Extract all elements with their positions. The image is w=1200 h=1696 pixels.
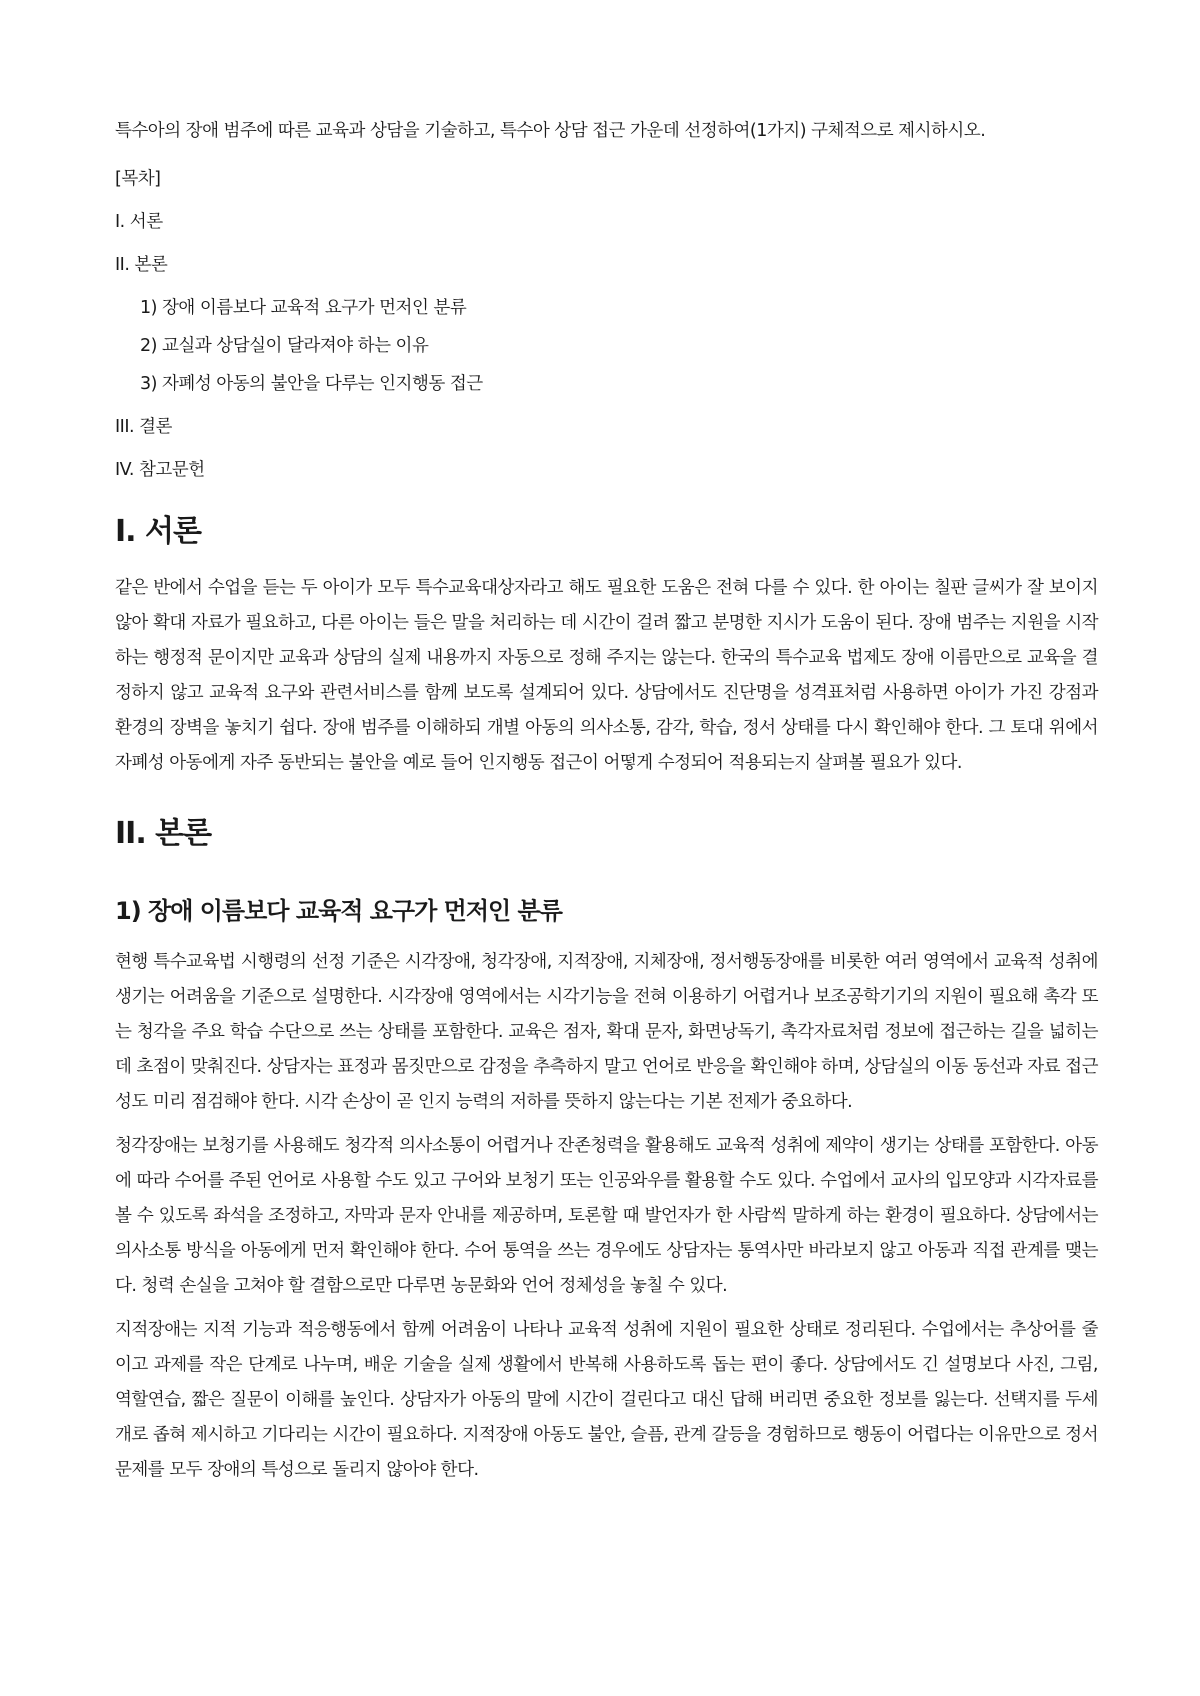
body-paragraph-visual: 현행 특수교육법 시행령의 선정 기준은 시각장애, 청각장애, 지적장애, 지체장애, 정서행동장애를 비롯한 여러 영역에서 교육적 성취에 생기는 어려움을 기준으로 설명한다. 시각장애 영역에서는 시각기능을 전혀 이용하기 어렵거나 보조공학기기의 지원이 필요해 촉각 또는 청각을 주요 학습 수단으로 쓰는 상태를 포함한다. 교육은 점자, 확대 문자, 화면낭독기, 촉각자료처럼 정보에 접근하는 길을 넓히는 데 초점이 맞춰진다. 상담자는 표정과 몸짓만으로 감정을 추측하지 말고 언어로 반응을 확인해야 하며, 상담실의 이동 동선과 자료 접근성도 미리 점검해야 한다. 시각 손상이 곧 인지 능력의 저하를 뜻하지 않는다는 기본 전제가 중요하다.: [115, 952, 1098, 1112]
toc-heading: [목차]: [115, 169, 161, 189]
section-title-introduction: I. 서론: [115, 514, 201, 549]
toc-item: II. 본론: [115, 255, 168, 275]
subsection-title-classification: 1) 장애 이름보다 교육적 요구가 먼저인 분류: [115, 897, 562, 925]
toc-item: III. 결론: [115, 417, 172, 437]
section-title-body: II. 본론: [115, 816, 212, 851]
toc-item: IV. 참고문헌: [115, 460, 205, 480]
toc-subitem: 1) 장애 이름보다 교육적 요구가 먼저인 분류: [140, 298, 467, 318]
toc-item: I. 서론: [115, 212, 163, 232]
table-of-contents: [115, 166, 1098, 483]
assignment-prompt: 특수아의 장애 범주에 따른 교육과 상담을 기술하고, 특수아 상담 접근 가운데 선정하여(1가지) 구체적으로 제시하시오.: [115, 121, 986, 141]
body-paragraph-intellectual: 지적장애는 지적 기능과 적응행동에서 함께 어려움이 나타나 교육적 성취에 지원이 필요한 상태로 정리된다. 수업에서는 추상어를 줄이고 과제를 작은 단계로 나누며, 배운 기술을 실제 생활에서 반복해 사용하도록 돕는 편이 좋다. 상담에서도 긴 설명보다 사진, 그림, 역할연습, 짧은 질문이 이해를 높인다. 상담자가 아동의 말에 시간이 걸린다고 대신 답해 버리면 중요한 정보를 잃는다. 선택지를 두세 개로 좁혀 제시하고 기다리는 시간이 필요하다. 지적장애 아동도 불안, 슬픔, 관계 갈등을 경험하므로 행동이 어렵다는 이유만으로 정서 문제를 모두 장애의 특성으로 돌리지 않아야 한다.: [115, 1320, 1098, 1480]
toc-subitem: 2) 교실과 상담실이 달라져야 하는 이유: [140, 336, 429, 356]
body-paragraph-hearing: 청각장애는 보청기를 사용해도 청각적 의사소통이 어렵거나 잔존청력을 활용해도 교육적 성취에 제약이 생기는 상태를 포함한다. 아동에 따라 수어를 주된 언어로 사용할 수도 있고 구어와 보청기 또는 인공와우를 활용할 수도 있다. 수업에서 교사의 입모양과 시각자료를 볼 수 있도록 좌석을 조정하고, 자막과 문자 안내를 제공하며, 토론할 때 발언자가 한 사람씩 말하게 하는 환경이 필요하다. 상담에서는 의사소통 방식을 아동에게 먼저 확인해야 한다. 수어 통역을 쓰는 경우에도 상담자는 통역사만 바라보지 않고 아동과 직접 관계를 맺는다. 청력 손실을 고쳐야 할 결함으로만 다루면 농문화와 언어 정체성을 놓칠 수 있다.: [115, 1136, 1098, 1296]
intro-paragraph: 같은 반에서 수업을 듣는 두 아이가 모두 특수교육대상자라고 해도 필요한 도움은 전혀 다를 수 있다. 한 아이는 칠판 글씨가 잘 보이지 않아 확대 자료가 필요하고, 다른 아이는 들은 말을 처리하는 데 시간이 걸려 짧고 분명한 지시가 도움이 된다. 장애 범주는 지원을 시작하는 행정적 문이지만 교육과 상담의 실제 내용까지 자동으로 정해 주지는 않는다. 한국의 특수교육 법제도 장애 이름만으로 교육을 결정하지 않고 교육적 요구와 관련서비스를 함께 보도록 설계되어 있다. 상담에서도 진단명을 성격표처럼 사용하면 아이가 가진 강점과 환경의 장벽을 놓치기 쉽다. 장애 범주를 이해하되 개별 아동의 의사소통, 감각, 학습, 정서 상태를 다시 확인해야 한다. 그 토대 위에서 자폐성 아동에게 자주 동반되는 불안을 예로 들어 인지행동 접근이 어떻게 수정되어 적용되는지 살펴볼 필요가 있다.: [115, 578, 1098, 773]
toc-subitem: 3) 자폐성 아동의 불안을 다루는 인지행동 접근: [140, 374, 483, 394]
